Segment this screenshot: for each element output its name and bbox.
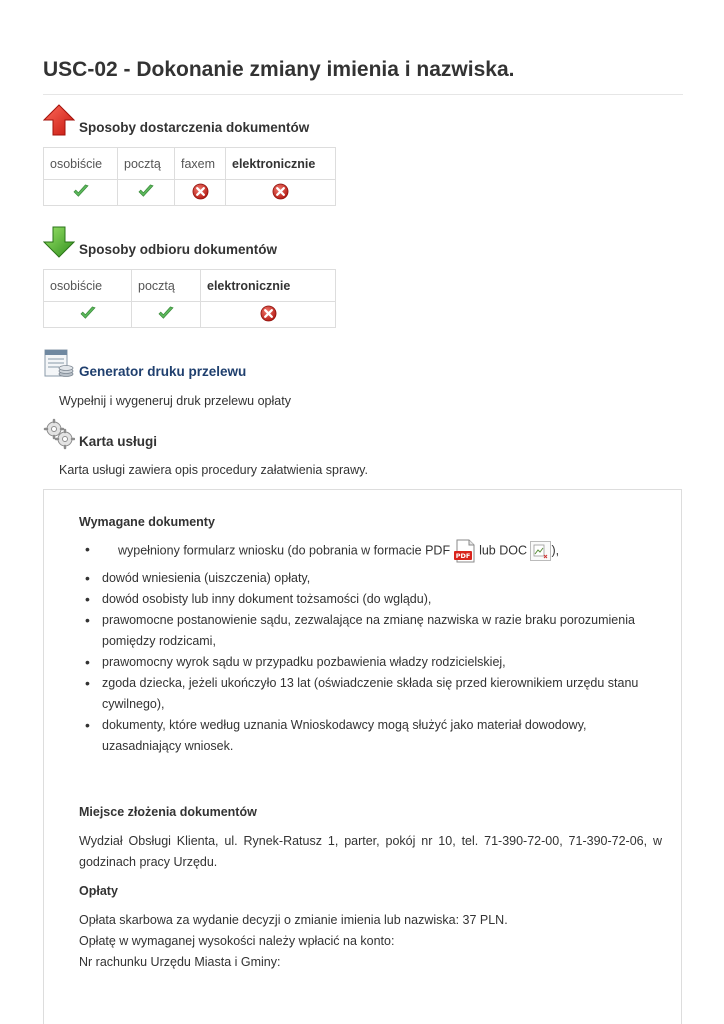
receipt-section-heading bbox=[43, 226, 277, 258]
delivery-table bbox=[43, 147, 336, 206]
check-icon bbox=[79, 306, 97, 320]
fees-line: Nr rachunku Urzędu Miasta i Gminy: bbox=[79, 955, 281, 969]
svg-text:PDF: PDF bbox=[455, 552, 470, 560]
list-item: • prawomocne postanowienie sądu, zezwalające na zmianę nazwiska w razie braku porozumienia pomiędzy rodzicami, bbox=[79, 610, 662, 652]
receipt-heading: Sposoby odbioru dokumentów bbox=[79, 242, 277, 257]
delivery-col-post: pocztą bbox=[118, 148, 175, 180]
check-icon bbox=[137, 184, 155, 198]
fees-line: Opłata skarbowa za wydanie decyzji o zmianie imienia lub nazwiska: 37 PLN. bbox=[79, 913, 508, 927]
delivery-section-heading bbox=[43, 104, 309, 136]
required-documents-heading: Wymagane dokumenty bbox=[79, 515, 215, 529]
service-card-section-heading bbox=[43, 418, 157, 450]
service-card-panel bbox=[43, 489, 682, 1024]
receipt-table bbox=[43, 269, 336, 328]
delivery-col-personal: osobiście bbox=[44, 148, 118, 180]
list-item: • dowód wniesienia (uiszczenia) opłaty, bbox=[79, 568, 662, 589]
down-arrow-icon bbox=[43, 226, 75, 258]
check-icon bbox=[72, 184, 90, 198]
service-card-description: Karta usługi zawiera opis procedury załatwienia sprawy. bbox=[59, 463, 368, 477]
first-item-prefix: wypełniony formularz wniosku (do pobrania w formacie PDF bbox=[118, 543, 451, 558]
receipt-col-personal: osobiście bbox=[44, 270, 132, 302]
check-icon bbox=[157, 306, 175, 320]
cross-icon bbox=[260, 305, 277, 322]
list-item: • prawomocny wyrok sądu w przypadku pozbawienia władzy rodzicielskiej, bbox=[79, 652, 662, 673]
generator-description: Wypełnij i wygeneruj druk przelewu opłaty bbox=[59, 394, 291, 408]
place-text: Wydział Obsługi Klienta, ul. Rynek-Ratusz 1, parter, pokój nr 10, tel. 71-390-72-00, 71-390-72-06, w godzinach pracy Urzędu. bbox=[79, 834, 662, 869]
generator-link[interactable]: Generator druku przelewu bbox=[79, 364, 247, 379]
delivery-col-electronic: elektronicznie bbox=[226, 148, 336, 180]
receipt-col-electronic: elektronicznie bbox=[201, 270, 336, 302]
list-item: • dowód osobisty lub inny dokument tożsamości (do wglądu), bbox=[79, 589, 662, 610]
delivery-col-fax: faxem bbox=[175, 148, 226, 180]
cross-icon bbox=[272, 183, 289, 200]
up-arrow-icon bbox=[43, 104, 75, 136]
place-heading: Miejsce złożenia dokumentów bbox=[79, 805, 257, 819]
first-item-middle: lub DOC bbox=[479, 543, 527, 558]
list-item: • zgoda dziecka, jeżeli ukończyło 13 lat (oświadczenie składa się przed kierownikiem urzędu stanu cywilnego), bbox=[79, 673, 662, 715]
fees-line: Opłatę w wymaganej wysokości należy wpłacić na konto: bbox=[79, 934, 395, 948]
cross-icon bbox=[192, 183, 209, 200]
pdf-download-icon[interactable] bbox=[454, 539, 476, 563]
doc-download-icon[interactable] bbox=[530, 541, 551, 561]
service-card-heading: Karta usługi bbox=[79, 434, 158, 449]
list-item: • dokumenty, które według uznania Wnioskodawcy mogą służyć jako materiał dowodowy, uzasadniający wniosek. bbox=[79, 715, 662, 757]
transfer-form-icon bbox=[43, 348, 75, 380]
page-title: USC-02 - Dokonanie zmiany imienia i nazwiska. bbox=[43, 58, 683, 95]
list-item bbox=[79, 539, 662, 563]
delivery-heading: Sposoby dostarczenia dokumentów bbox=[79, 120, 310, 135]
first-item-suffix: ), bbox=[551, 543, 560, 558]
fees-heading: Opłaty bbox=[79, 884, 118, 898]
receipt-col-post: pocztą bbox=[132, 270, 201, 302]
gears-icon bbox=[43, 418, 75, 450]
required-documents-list bbox=[79, 539, 662, 757]
generator-section-heading[interactable] bbox=[43, 348, 246, 380]
